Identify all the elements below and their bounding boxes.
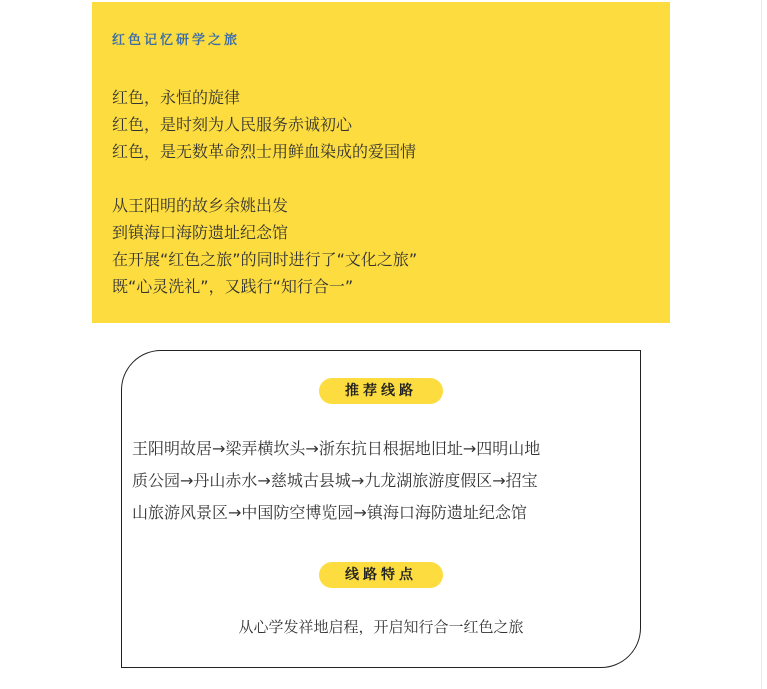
feature-heading-pill: 线路特点 bbox=[319, 562, 443, 588]
intro-line: 红色，是无数革命烈士用鲜血染成的爱国情 bbox=[112, 142, 417, 161]
route-line: 质公园→丹山赤水→慈城古县城→九龙湖旅游度假区→招宝 bbox=[132, 471, 538, 490]
intro-line: 从王阳明的故乡余姚出发 bbox=[112, 196, 289, 215]
route-line: 山旅游风景区→中国防空博览园→镇海口海防遗址纪念馆 bbox=[132, 503, 527, 522]
route-heading-pill: 推荐线路 bbox=[319, 378, 443, 404]
route-description bbox=[132, 433, 624, 529]
intro-card-title: 红色记忆研学之旅 bbox=[112, 33, 241, 48]
intro-line: 红色，永恒的旋律 bbox=[112, 88, 241, 107]
page-right-divider bbox=[761, 0, 762, 689]
intro-line: 在开展“红色之旅”的同时进行了“文化之旅” bbox=[112, 250, 418, 269]
intro-card bbox=[92, 2, 670, 323]
route-box bbox=[121, 350, 641, 668]
intro-line: 到镇海口海防遗址纪念馆 bbox=[112, 223, 289, 242]
intro-card-body bbox=[112, 84, 650, 300]
feature-description: 从心学发祥地启程，开启知行合一红色之旅 bbox=[238, 618, 524, 636]
intro-line: 红色，是时刻为人民服务赤诚初心 bbox=[112, 115, 353, 134]
intro-line: 既“心灵洗礼”，又践行“知行合一” bbox=[112, 277, 354, 296]
route-line: 王阳明故居→梁弄横坎头→浙东抗日根据地旧址→四明山地 bbox=[132, 439, 541, 458]
paragraph-spacer bbox=[112, 165, 650, 192]
